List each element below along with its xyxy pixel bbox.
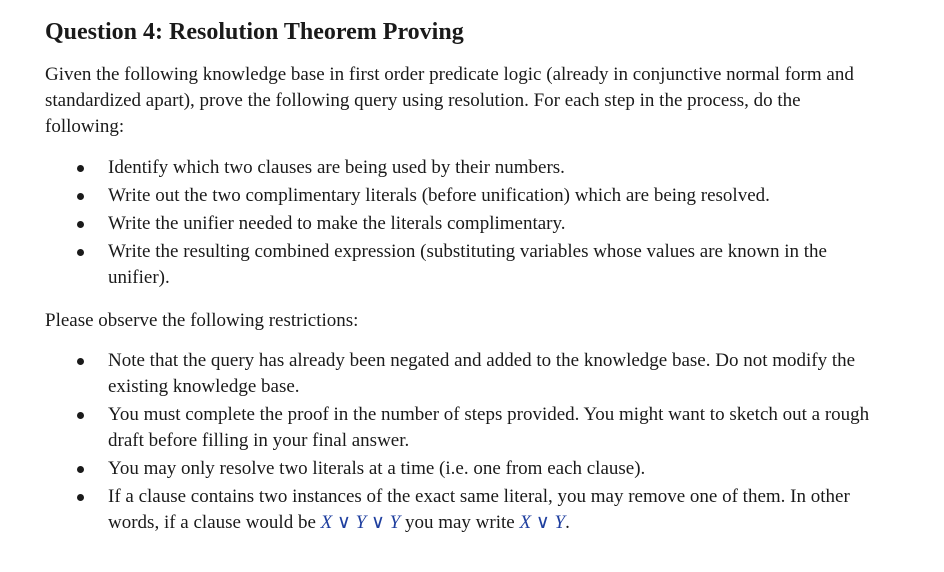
restriction-text-after: . xyxy=(565,512,570,533)
restriction-text: You may only resolve two literals at a time (i.e. one from each clause). xyxy=(108,458,646,479)
bullet-icon xyxy=(77,358,84,365)
bullet-icon xyxy=(77,165,84,172)
math-expression: X ∨ Y ∨ Y xyxy=(320,512,401,533)
restriction-text: You must complete the proof in the number of steps provided. You might want to sketch out a rough draft before filling in your final answer. xyxy=(108,404,870,451)
restriction-text: Note that the query has already been negated and added to the knowledge base. Do not modify the existing knowledge base. xyxy=(108,350,856,397)
list-item xyxy=(45,183,885,209)
step-text: Write the resulting combined expression (substituting variables whose values are known in the unifier). xyxy=(108,241,827,288)
intro-paragraph: Given the following knowledge base in first order predicate logic (already in conjunctive normal form and standardized apart), prove the following query using resolution. For each step in the process, do the following: xyxy=(45,64,854,137)
list-item xyxy=(45,484,885,536)
list-item xyxy=(45,211,885,237)
list-item xyxy=(45,402,885,454)
step-text: Write out the two complimentary literals (before unification) which are being resolved. xyxy=(108,185,770,206)
question-title: Question 4: Resolution Theorem Proving xyxy=(45,19,464,45)
bullet-icon xyxy=(77,249,84,256)
list-item xyxy=(45,239,885,291)
restriction-text-before: If a clause contains two instances of the exact same literal, you may remove one of them. In other words, if a clause would be xyxy=(108,486,850,533)
list-item xyxy=(45,348,885,400)
steps-list xyxy=(45,155,885,293)
list-item xyxy=(45,155,885,181)
bullet-icon xyxy=(77,193,84,200)
list-item xyxy=(45,456,885,482)
restrictions-list xyxy=(45,348,885,538)
bullet-icon xyxy=(77,412,84,419)
bullet-icon xyxy=(77,466,84,473)
step-text: Identify which two clauses are being used by their numbers. xyxy=(108,157,565,178)
bullet-icon xyxy=(77,221,84,228)
restriction-text-middle: you may write xyxy=(400,512,520,533)
restrictions-intro: Please observe the following restrictions: xyxy=(45,310,359,331)
bullet-icon xyxy=(77,494,84,501)
math-expression: X ∨ Y xyxy=(519,512,566,533)
step-text: Write the unifier needed to make the literals complimentary. xyxy=(108,213,566,234)
